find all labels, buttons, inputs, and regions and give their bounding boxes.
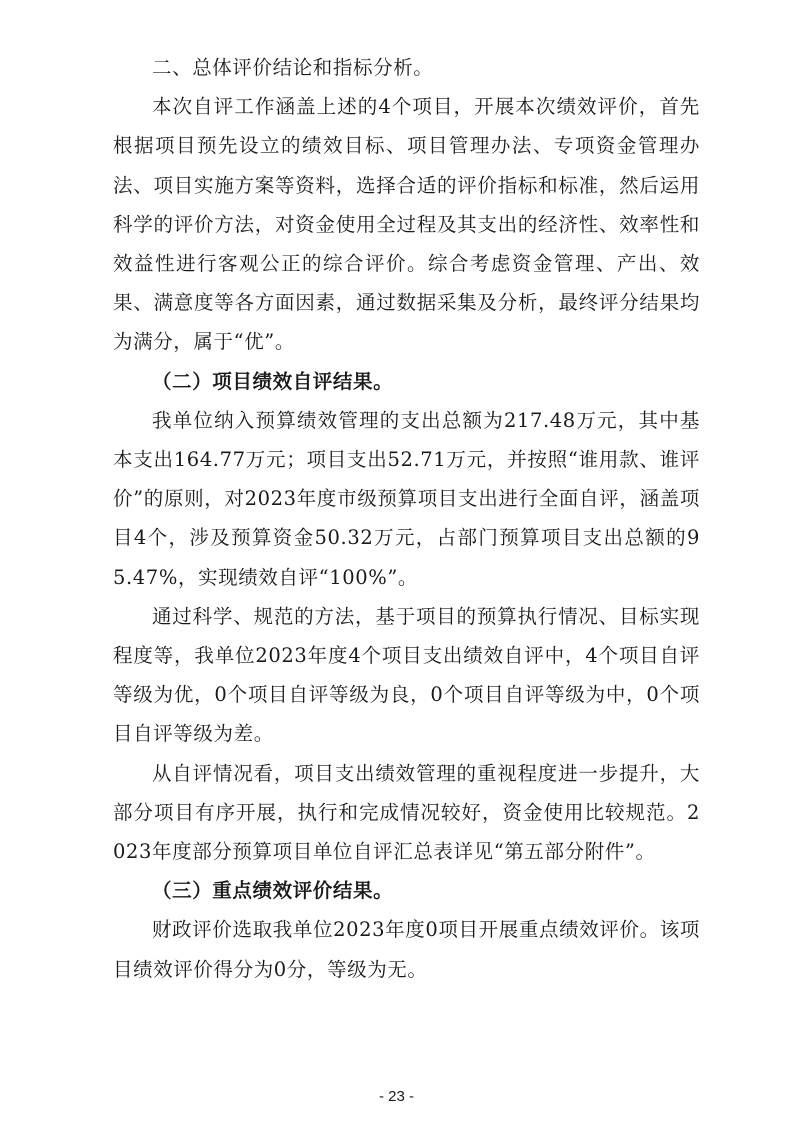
heading-key-evaluation-results: （三）重点绩效评价结果。 [152, 879, 394, 903]
heading-project-self-evaluation: （二）项目绩效自评结果。 [152, 369, 394, 393]
paragraph-evaluation-outlook: 从自评情况看，项目支出绩效管理的重视程度进一步提升，大部分项目有序开展，执行和完成情况较好，资金使用比较规范。2023年度部分预算项目单位自评汇总表详见“第五部分附件”。 [113, 761, 700, 864]
section-title: 二、总体评价结论和指标分析。 [152, 56, 434, 79]
page-number: - 23 - [378, 1088, 414, 1105]
document-body [113, 48, 700, 989]
paragraph-evaluation-summary: 本次自评工作涵盖上述的4个项目，开展本次绩效评价，首先根据项目预先设立的绩效目标、项目管理办法、专项资金管理办法、项目实施方案等资料，选择合适的评价指标和标准，然后运用科学的评价方法，对资金使用全过程及其支出的经济性、效率性和效益性进行客观公正的综合评价。综合考虑资金管理、产出、效果、满意度等各方面因素，通过数据采集及分析，最终评分结果均为满分，属于“优”。 [113, 95, 700, 354]
paragraph-key-evaluation: 财政评价选取我单位2023年度0项目开展重点绩效评价。该项目绩效评价得分为0分，等级为无。 [113, 918, 700, 981]
paragraph-expenditure-totals: 我单位纳入预算绩效管理的支出总额为217.48万元，其中基本支出164.77万元；项目支出52.71万元，并按照“谁用款、谁评价”的原则，对2023年度市级预算项目支出进行全面自评，涵盖项目4个，涉及预算资金50.32万元，占部门预算项目支出总额的95.47%，实现绩效自评“100%”。 [113, 408, 700, 589]
paragraph-evaluation-grades: 通过科学、规范的方法，基于项目的预算执行情况、目标实现程度等，我单位2023年度4个项目支出绩效自评中，4个项目自评等级为优，0个项目自评等级为良，0个项目自评等级为中，0个项目自评等级为差。 [113, 604, 700, 746]
